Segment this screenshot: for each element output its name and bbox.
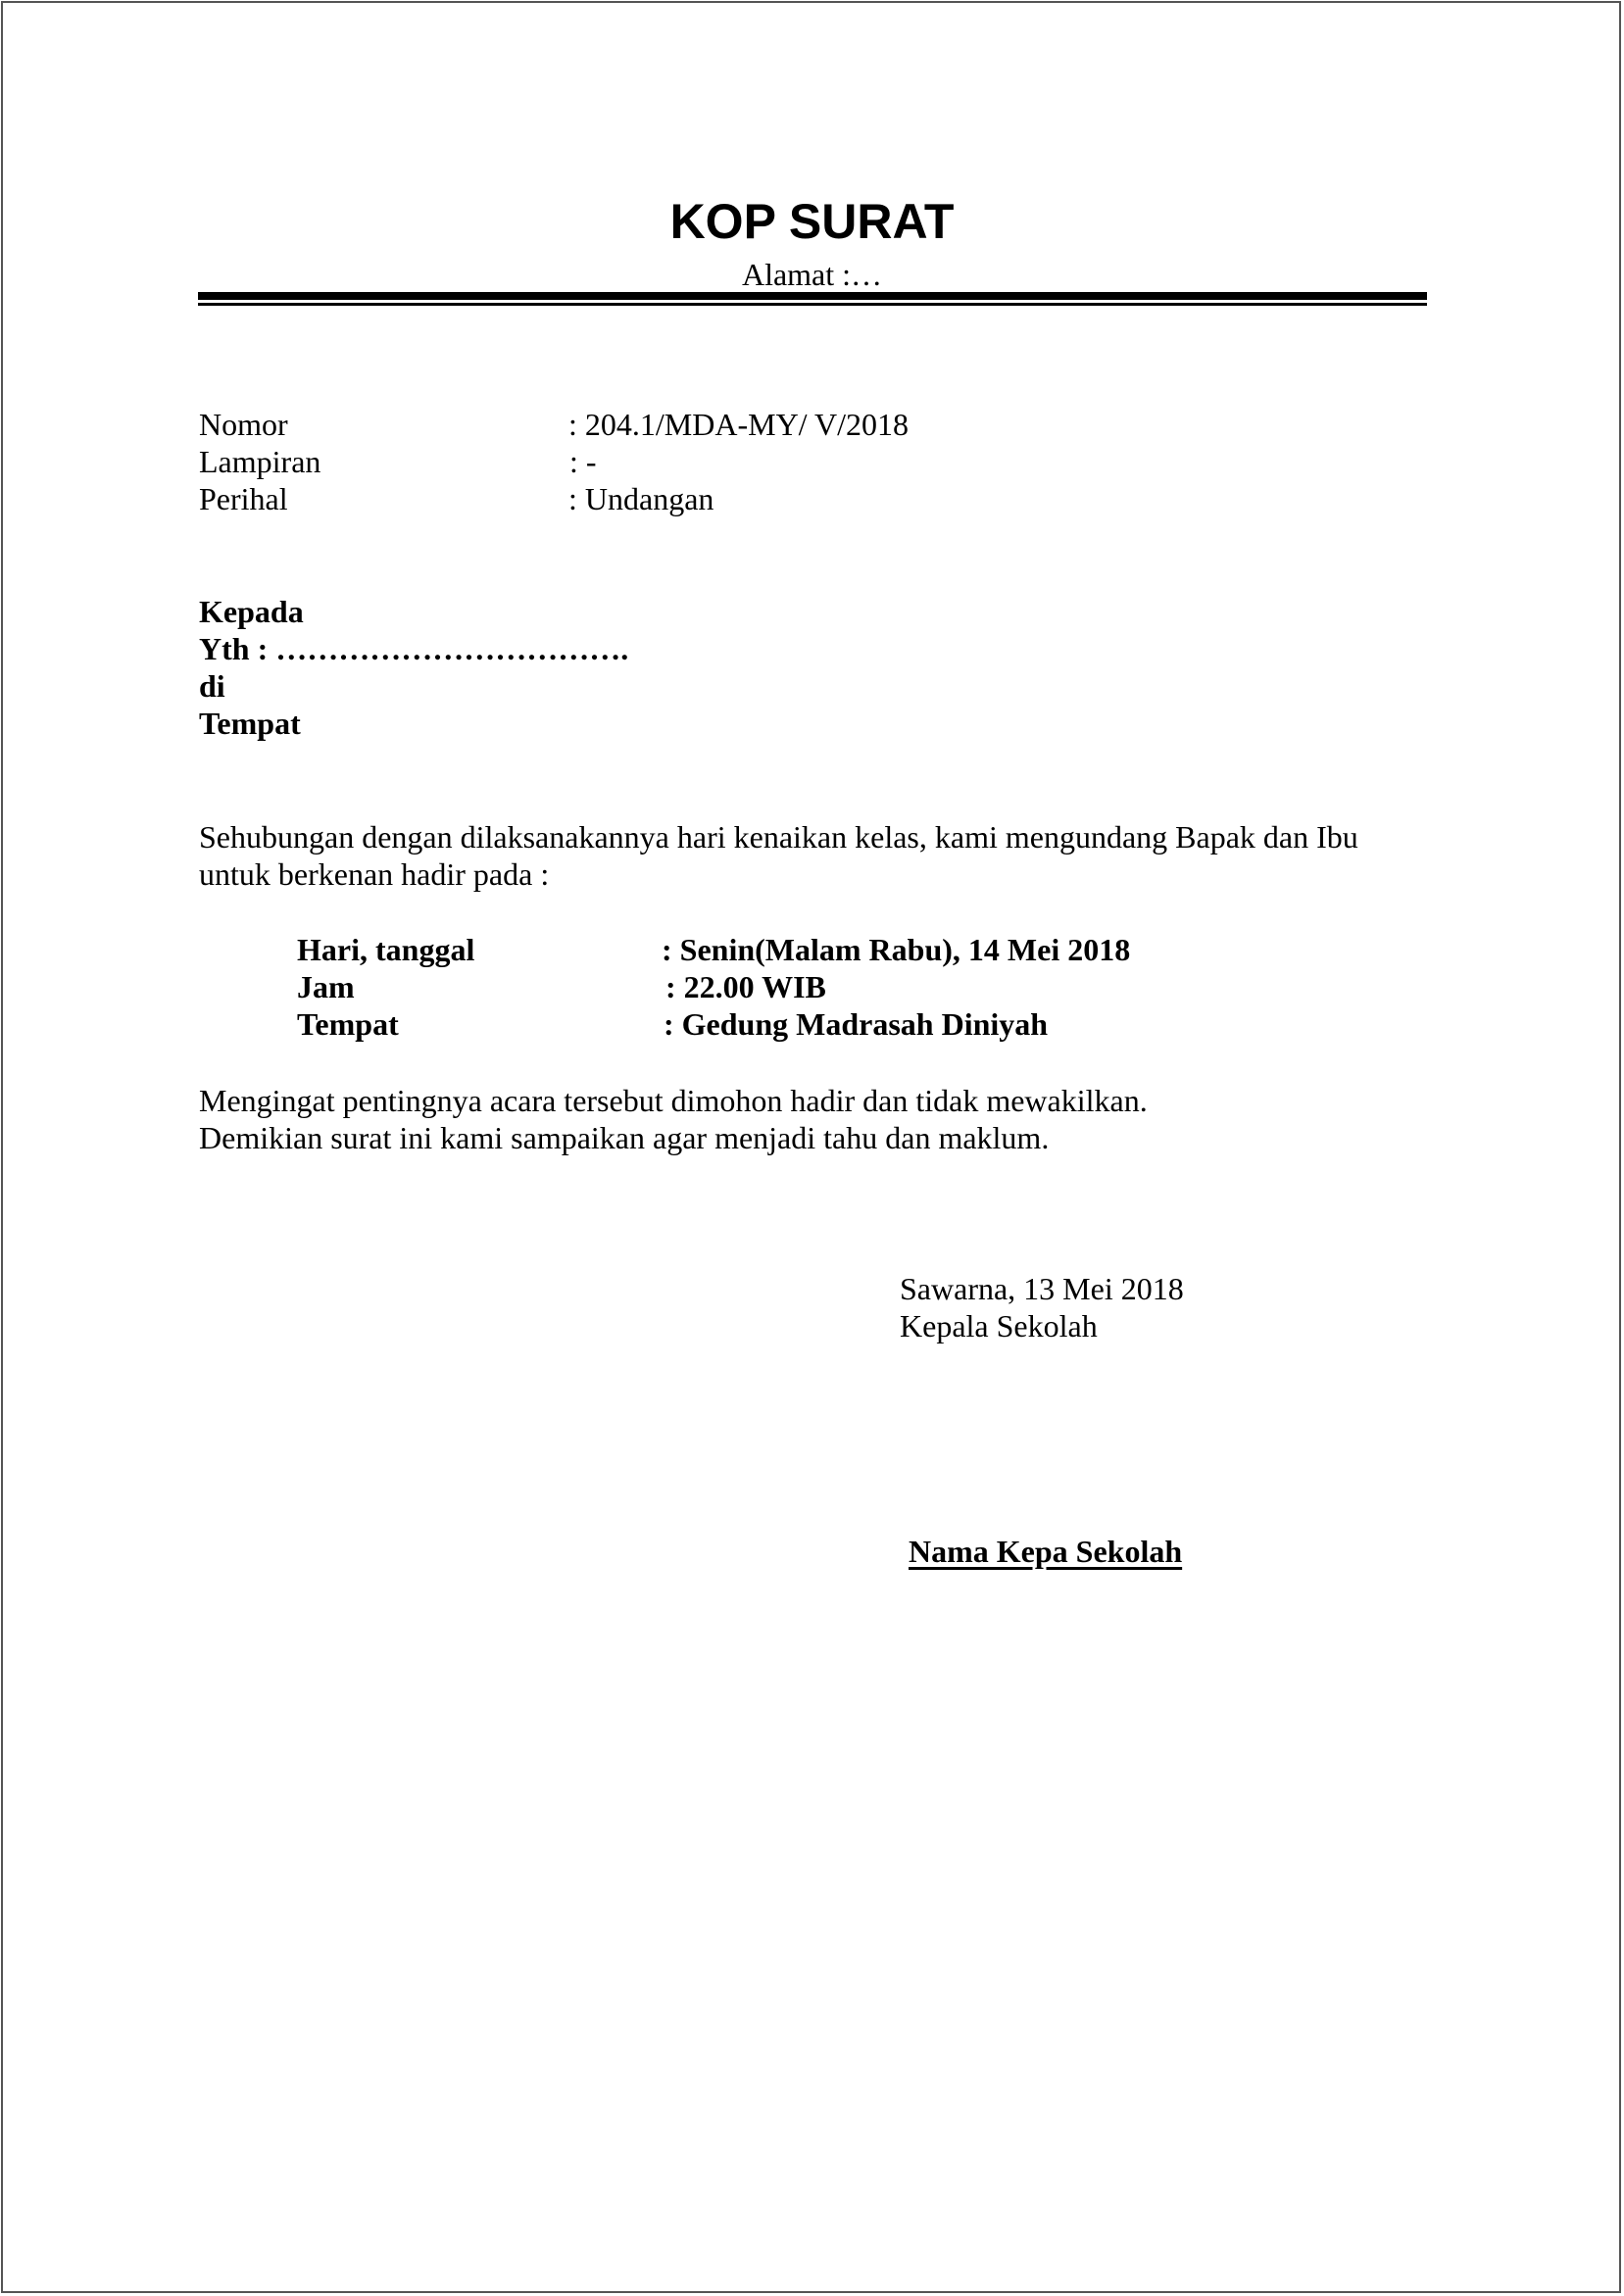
signature-name: Nama Kepa Sekolah — [909, 1534, 1183, 1569]
letterhead-rule-thick — [198, 292, 1427, 300]
letterhead-rule-thin — [198, 303, 1427, 306]
recipient-yth: Yth : ……………………………. — [199, 631, 629, 666]
letterhead-title: KOP SURAT — [669, 194, 955, 249]
nomor-value: : 204.1/MDA-MY/ V/2018 — [568, 407, 909, 442]
detail-hari-value: : Senin(Malam Rabu), 14 Mei 2018 — [662, 932, 1131, 967]
signature-position: Kepala Sekolah — [900, 1308, 1098, 1343]
lampiran-label: Lampiran — [199, 444, 321, 479]
recipient-di: di — [199, 668, 225, 704]
perihal-value: : Undangan — [568, 481, 714, 516]
closing-line-2: Demikian surat ini kami sampaikan agar menjadi tahu dan maklum. — [199, 1120, 1050, 1155]
recipient-tempat: Tempat — [199, 706, 301, 741]
detail-tempat-value: : Gedung Madrasah Diniyah — [664, 1006, 1049, 1042]
intro-line-1: Sehubungan dengan dilaksanakannya hari kenaikan kelas, kami mengundang Bapak dan Ibu — [199, 819, 1358, 855]
recipient-kepada: Kepada — [199, 594, 304, 629]
signature-place-date: Sawarna, 13 Mei 2018 — [900, 1271, 1184, 1306]
detail-jam-value: : 22.00 WIB — [665, 969, 826, 1004]
intro-line-2: untuk berkenan hadir pada : — [199, 856, 550, 892]
nomor-label: Nomor — [199, 407, 288, 442]
lampiran-value: : - — [569, 444, 597, 479]
letterhead-address: Alamat :… — [741, 257, 883, 292]
detail-tempat-label: Tempat — [297, 1006, 399, 1042]
closing-line-1: Mengingat pentingnya acara tersebut dimohon hadir dan tidak mewakilkan. — [199, 1083, 1148, 1118]
perihal-label: Perihal — [199, 481, 288, 516]
detail-jam-label: Jam — [297, 969, 355, 1004]
detail-hari-label: Hari, tanggal — [297, 932, 475, 967]
